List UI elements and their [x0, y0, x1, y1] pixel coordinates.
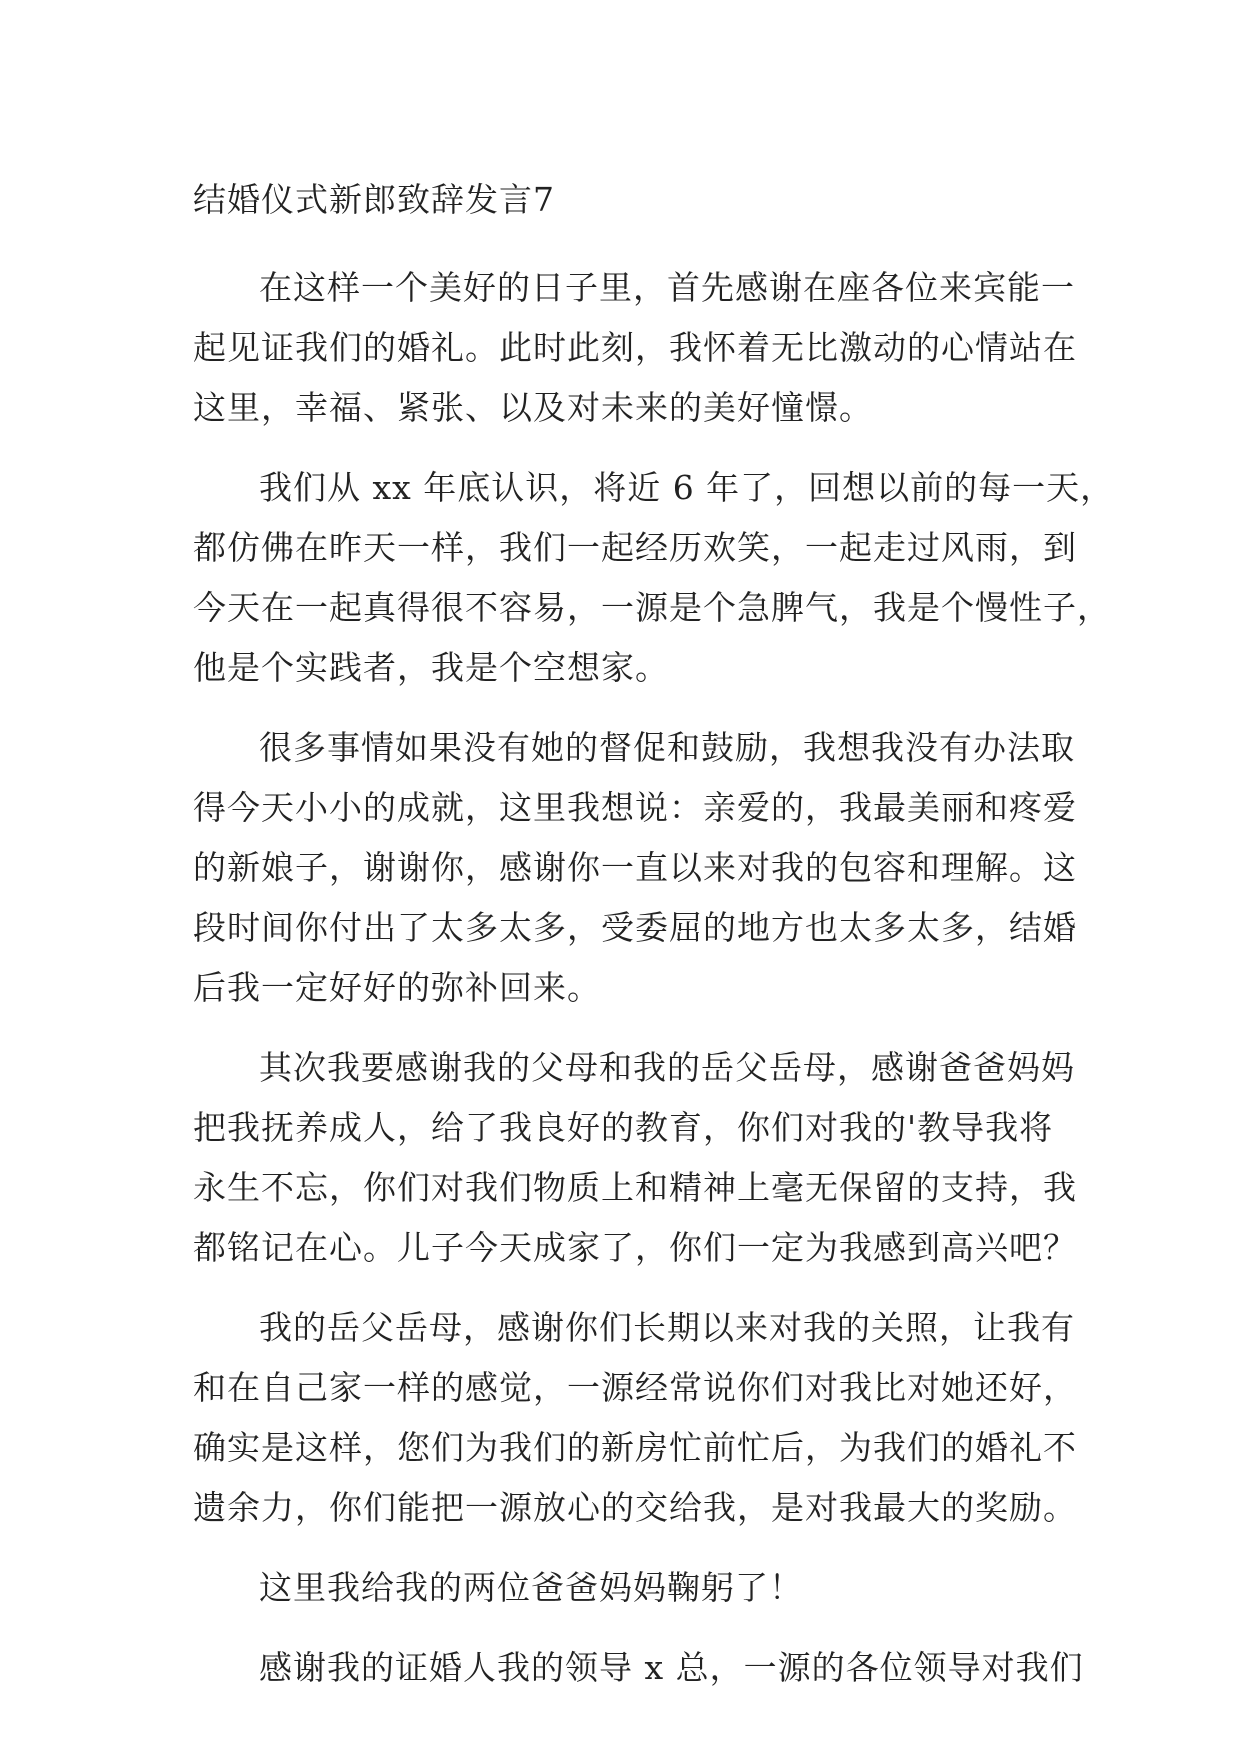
text-line: 都铭记在心。儿子今天成家了，你们一定为我感到高兴吧？: [193, 1228, 1077, 1267]
text-line: 遗余力，你们能把一源放心的交给我，是对我最大的奖励。: [193, 1488, 1077, 1527]
text-line: 把我抚养成人，给了我良好的教育，你们对我的'教导我将: [193, 1108, 1054, 1147]
text-line: 很多事情如果没有她的督促和鼓励，我想我没有办法取: [259, 728, 1075, 767]
text-line: 确实是这样，您们为我们的新房忙前忙后，为我们的婚礼不: [193, 1428, 1077, 1467]
paragraph-4: [193, 1038, 1093, 1278]
text-line: 和在自己家一样的感觉，一源经常说你们对我比对她还好，: [193, 1368, 1077, 1407]
text-line: 都仿佛在昨天一样，我们一起经历欢笑，一起走过风雨，到: [193, 528, 1077, 567]
text-line: 其次我要感谢我的父母和我的岳父岳母，感谢爸爸妈妈: [259, 1048, 1075, 1087]
text-line: 段时间你付出了太多太多，受委屈的地方也太多太多，结婚: [193, 908, 1077, 947]
paragraph-3: [193, 718, 1093, 1018]
paragraph-6: [193, 1558, 1093, 1618]
text-line: 这里，幸福、紧张、以及对未来的美好憧憬。: [193, 388, 873, 427]
paragraph-5: [193, 1298, 1093, 1538]
text-line: 我的岳父岳母，感谢你们长期以来对我的关照，让我有: [259, 1308, 1075, 1347]
text-line: 的新娘子，谢谢你，感谢你一直以来对我的包容和理解。这: [193, 848, 1077, 887]
document-body: [193, 170, 1115, 1718]
text-line: 永生不忘，你们对我们物质上和精神上毫无保留的支持，我: [193, 1168, 1077, 1207]
paragraph-7: [193, 1638, 1093, 1698]
paragraph-1: [193, 258, 1093, 438]
document-title: 结婚仪式新郎致辞发言7: [193, 180, 555, 219]
text-line: 他是个实践者，我是个空想家。: [193, 648, 669, 687]
text-line: 后我一定好好的弥补回来。: [193, 968, 601, 1007]
text-line: 感谢我的证婚人我的领导 x 总，一源的各位领导对我们: [259, 1648, 1084, 1687]
text-line: 我们从 xx 年底认识，将近 6 年了，回想以前的每一天，: [259, 468, 1115, 507]
text-line: 得今天小小的成就，这里我想说：亲爱的，我最美丽和疼爱: [193, 788, 1077, 827]
text-line: 今天在一起真得很不容易，一源是个急脾气，我是个慢性子，: [193, 588, 1111, 627]
paragraph-2: [193, 458, 1115, 698]
text-line: 起见证我们的婚礼。此时此刻，我怀着无比激动的心情站在: [193, 328, 1077, 367]
text-line: 这里我给我的两位爸爸妈妈鞠躬了！: [259, 1568, 803, 1607]
text-line: 在这样一个美好的日子里，首先感谢在座各位来宾能一: [259, 268, 1075, 307]
